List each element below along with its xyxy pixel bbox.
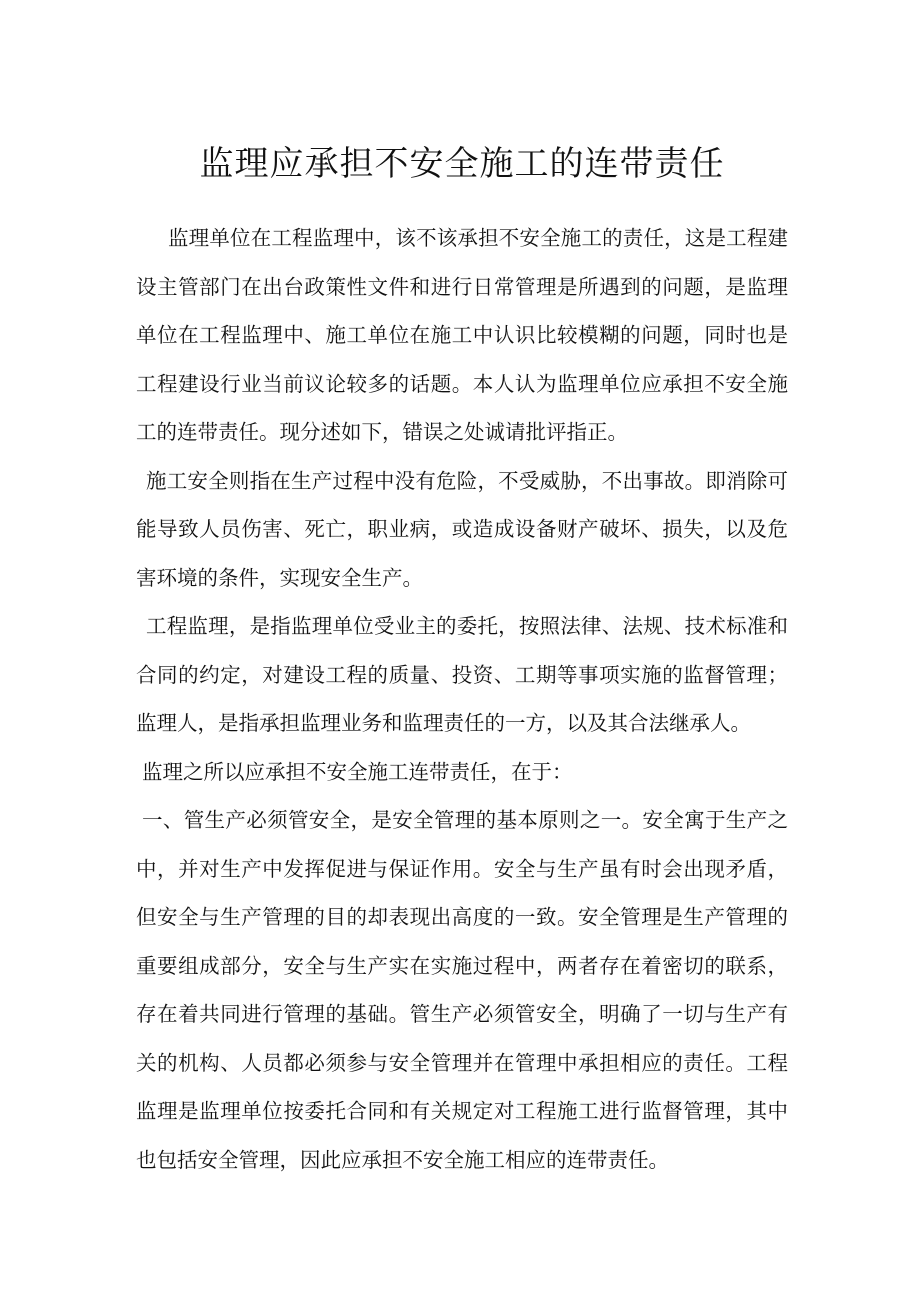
document-title: 监理应承担不安全施工的连带责任: [199, 144, 725, 184]
paragraph-point-one: 一、管生产必须管安全，是安全管理的基本原则之一。安全寓于生产之中，并对生产中发挥促进与保证作用。安全与生产虽有时会出现矛盾，但安全与生产管理的目的却表现出高度的一致。安全管理是生产管理的重要组成部分，安全与生产实在实施过程中，两者存在着密切的联系，存在着共同进行管理的基础。管生产必须管安全，明确了一切与生产有关的机构、人员都必须参与安全管理并在管理中承担相应的责任。工程监理是监理单位按委托合同和有关规定对工程施工进行监督管理，其中也包括安全管理，因此应承担不安全施工相应的连带责任。: [136, 808, 788, 1172]
paragraph-intro: 监理单位在工程监理中，该不该承担不安全施工的责任，这是工程建设主管部门在出台政策性文件和进行日常管理是所遇到的问题，是监理单位在工程监理中、施工单位在施工中认识比较模糊的问题，同时也是工程建设行业当前议论较多的话题。本人认为监理单位应承担不安全施工的连带责任。现分述如下，错误之处诚请批评指正。: [136, 226, 788, 444]
paragraph-construction-safety: 施工安全则指在生产过程中没有危险，不受威胁，不出事故。即消除可能导致人员伤害、死亡，职业病，或造成设备财产破坏、损失，以及危害环境的条件，实现安全生产。: [136, 468, 788, 590]
paragraph-reasons-heading: 监理之所以应承担不安全施工连带责任，在于：: [142, 759, 573, 784]
paragraph-engineering-supervision: 工程监理，是指监理单位受业主的委托，按照法律、法规、技术标准和合同的约定，对建设工程的质量、投资、工期等事项实施的监督管理；监理人，是指承担监理业务和监理责任的一方，以及其合法继承人。: [136, 614, 788, 735]
